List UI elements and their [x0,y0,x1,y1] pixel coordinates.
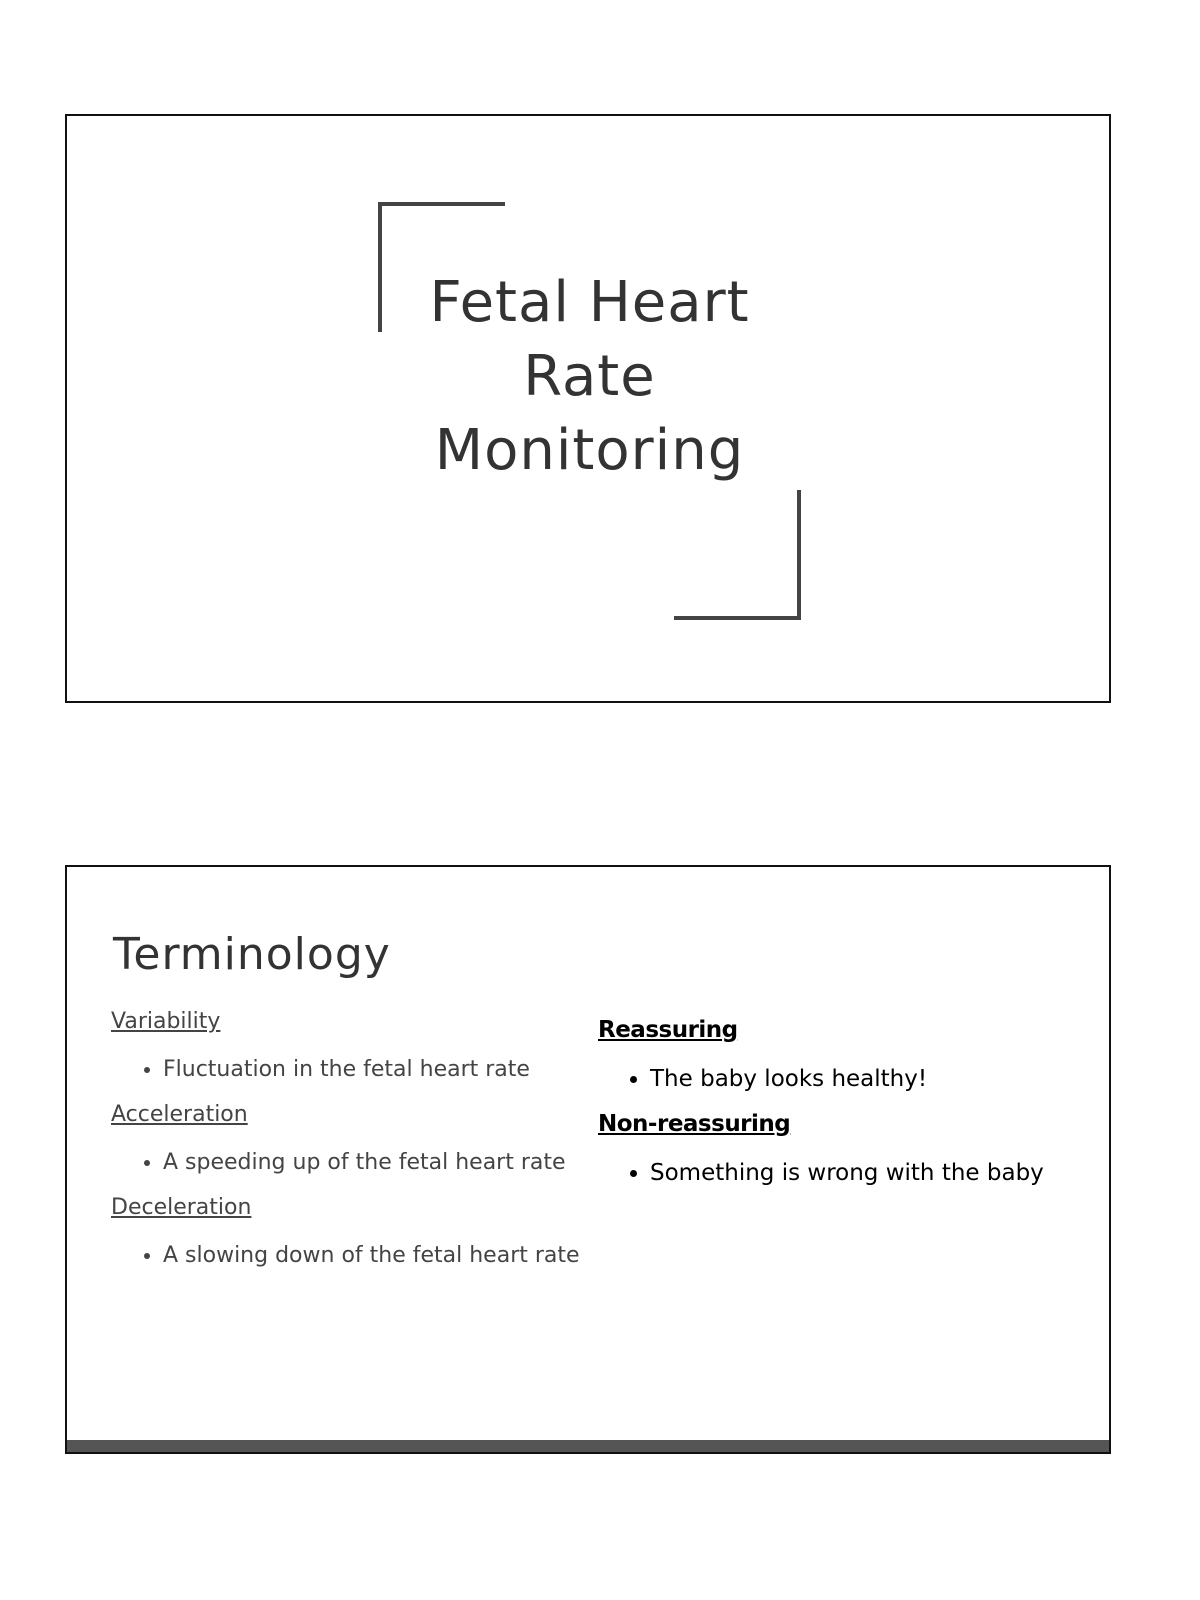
term-heading: Variability [111,1009,221,1034]
slide-heading: Terminology [113,929,391,980]
terminology-slide [65,865,1111,1454]
bracket-bottom-right-vertical [797,490,801,620]
left-column [111,1009,581,1288]
term-definition: • The baby looks healthy! [650,1061,1088,1097]
slide-title [367,266,812,488]
title-slide [65,114,1111,703]
footer-bar [67,1440,1109,1452]
term-definition: • Fluctuation in the fetal heart rate [163,1052,581,1088]
term-heading: Non-reassuring [598,1111,791,1137]
term-definition: • A slowing down of the fetal heart rate [163,1238,581,1274]
title-line: Fetal Heart [429,270,750,335]
term-heading: Reassuring [598,1017,738,1043]
term-heading: Acceleration [111,1102,248,1127]
term-definition: • Something is wrong with the baby [650,1155,1088,1191]
term-heading: Deceleration [111,1195,252,1220]
bracket-top-left-horizontal [378,202,505,206]
right-column [598,1017,1088,1205]
title-line: Monitoring [434,418,745,483]
bracket-bottom-right-horizontal [674,616,801,620]
title-line: Rate [523,344,656,409]
term-definition: • A speeding up of the fetal heart rate [163,1145,581,1181]
